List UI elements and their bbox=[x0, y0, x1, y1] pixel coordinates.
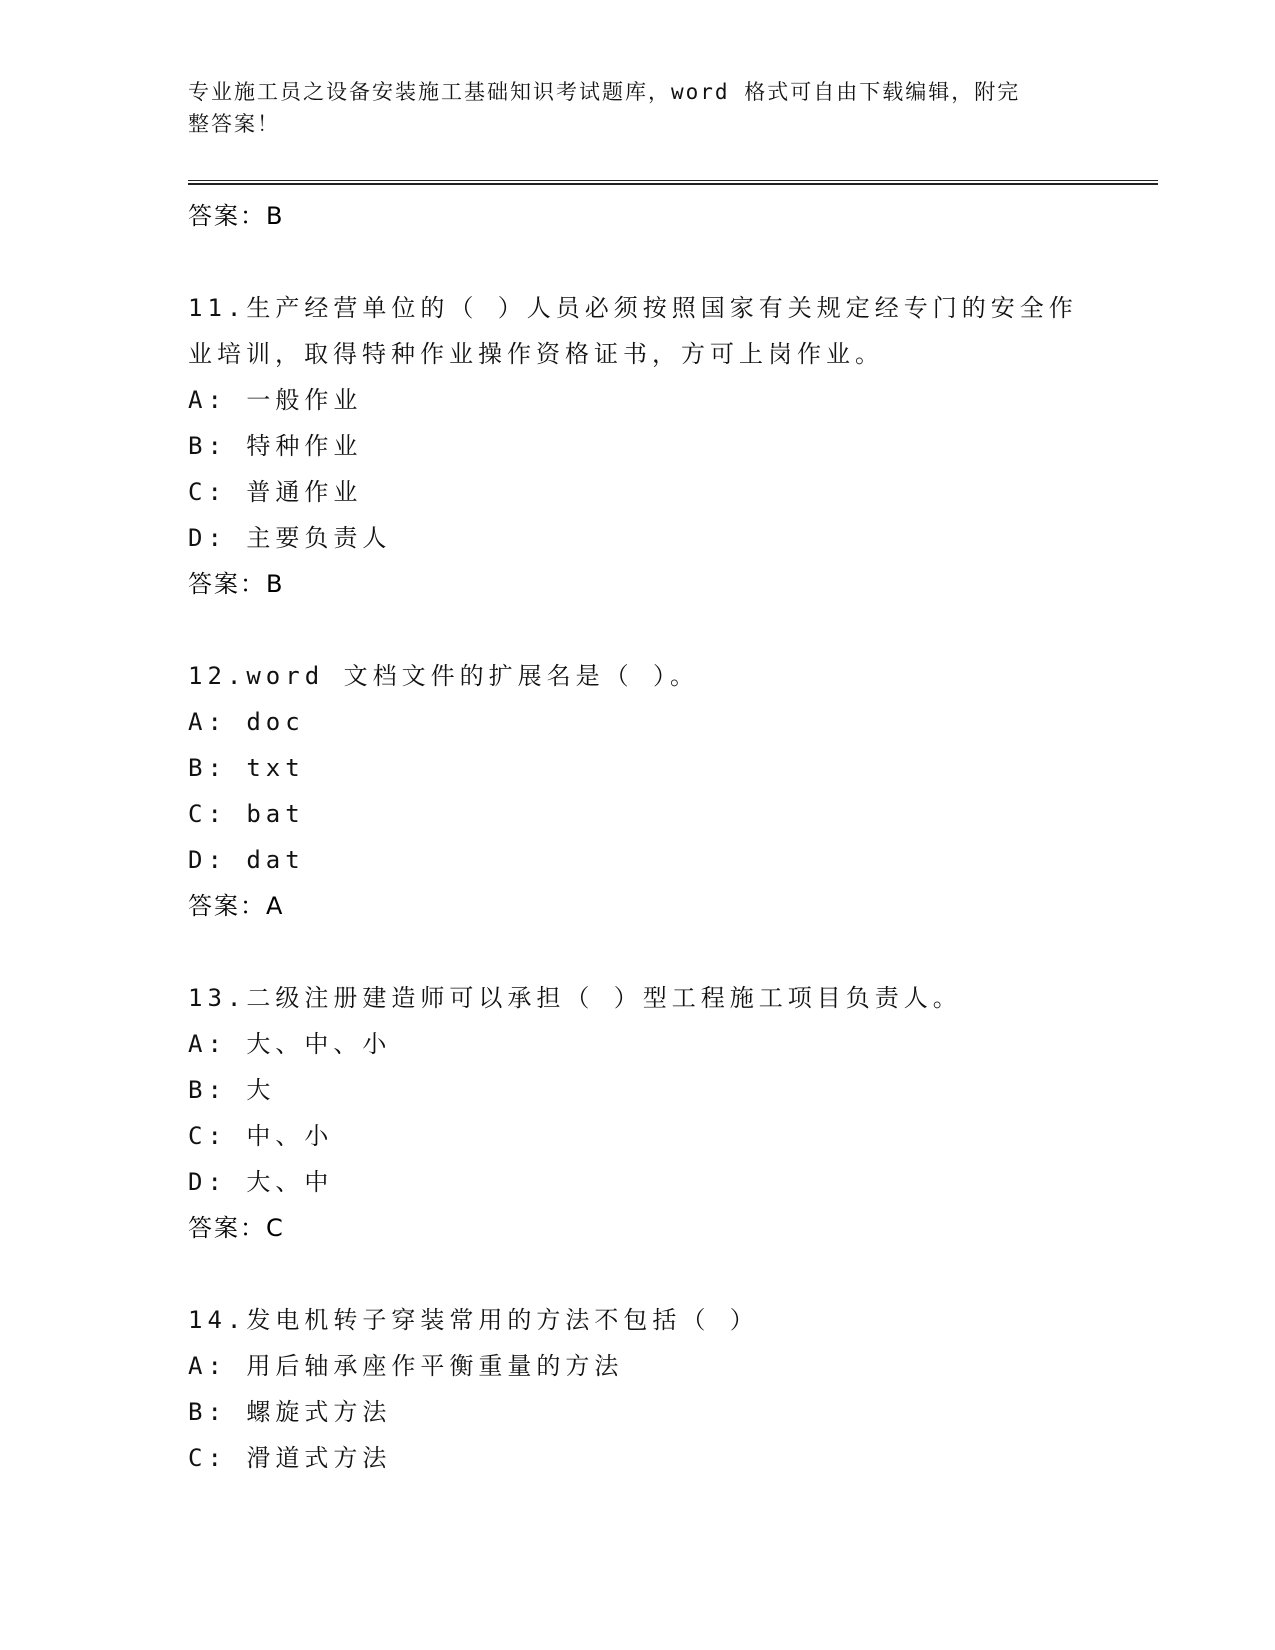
option-a: A: 用后轴承座作平衡重量的方法 bbox=[188, 1352, 624, 1380]
option-a: A: 一般作业 bbox=[188, 386, 363, 414]
spacer bbox=[188, 929, 1128, 975]
header-divider-thin bbox=[188, 180, 1158, 181]
option-b: B: 螺旋式方法 bbox=[188, 1398, 392, 1426]
answer-line: 答案：B bbox=[188, 570, 285, 598]
question-stem: 11.生产经营单位的（ ）人员必须按照国家有关规定经专门的安全作 bbox=[188, 294, 1078, 322]
option-a: A: 大、中、小 bbox=[188, 1030, 392, 1058]
question-14 bbox=[188, 1297, 1128, 1481]
spacer bbox=[188, 239, 1128, 285]
spacer bbox=[188, 607, 1128, 653]
option-d: D: 大、中 bbox=[188, 1168, 334, 1196]
spacer bbox=[188, 1251, 1128, 1297]
question-stem: 13.二级注册建造师可以承担（ ）型工程施工项目负责人。 bbox=[188, 984, 962, 1012]
header-line-2: 整答案！ bbox=[188, 112, 280, 136]
question-stem-continued: 业培训，取得特种作业操作资格证书，方可上岗作业。 bbox=[188, 340, 884, 368]
question-11 bbox=[188, 285, 1128, 607]
page-header bbox=[188, 76, 1068, 140]
option-c: C: 中、小 bbox=[188, 1122, 334, 1150]
question-12 bbox=[188, 653, 1128, 929]
answer-line: 答案：B bbox=[188, 202, 285, 230]
question-list bbox=[188, 193, 1128, 1481]
question-13 bbox=[188, 975, 1128, 1251]
option-c: C: 滑道式方法 bbox=[188, 1444, 392, 1472]
option-c: C: 普通作业 bbox=[188, 478, 363, 506]
option-d: D: 主要负责人 bbox=[188, 524, 392, 552]
option-b: B: 特种作业 bbox=[188, 432, 363, 460]
option-b: B: txt bbox=[188, 754, 305, 782]
option-c: C: bat bbox=[188, 800, 305, 828]
header-line-1: 专业施工员之设备安装施工基础知识考试题库，word 格式可自由下载编辑，附完 bbox=[188, 80, 1021, 104]
option-d: D: dat bbox=[188, 846, 305, 874]
question-stem: 12.word 文档文件的扩展名是（ ）。 bbox=[188, 662, 700, 690]
option-b: B: 大 bbox=[188, 1076, 276, 1104]
answer-line: 答案：A bbox=[188, 892, 285, 920]
question-stem: 14.发电机转子穿装常用的方法不包括（ ） bbox=[188, 1306, 759, 1334]
option-a: A: doc bbox=[188, 708, 305, 736]
header-divider-thick bbox=[188, 183, 1158, 185]
answer-line: 答案：C bbox=[188, 1214, 285, 1242]
